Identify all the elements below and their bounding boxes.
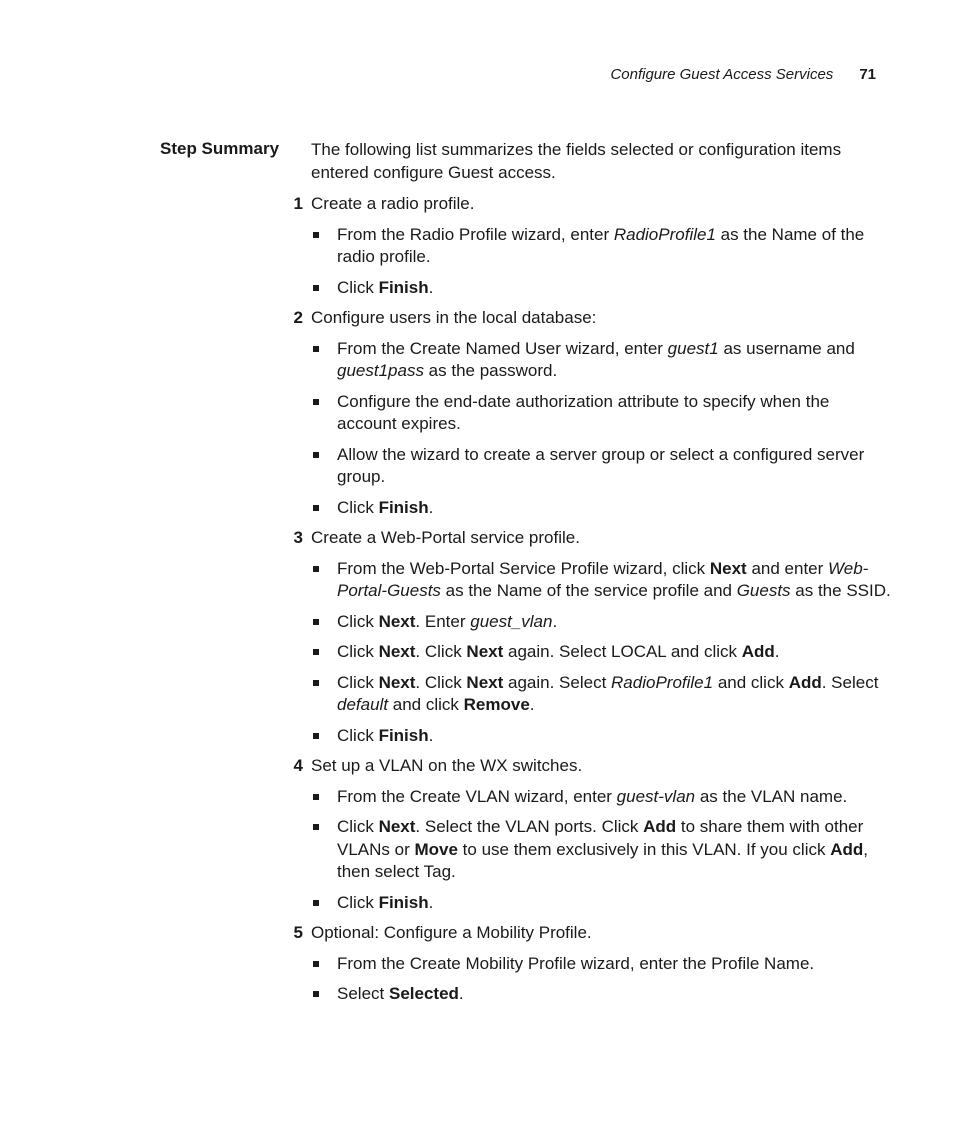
ui-term: Next	[378, 642, 416, 661]
step-number: 3	[293, 528, 303, 547]
text-run: From the Radio Profile wizard, enter	[337, 224, 614, 244]
section-label: Step Summary	[160, 139, 280, 158]
text-run: as the password.	[423, 361, 558, 380]
ui-term: Next	[378, 817, 416, 836]
step-summary-content	[293, 139, 891, 1014]
text-run: .	[428, 277, 434, 297]
text-run: From the Create Named User wizard, enter	[337, 338, 668, 358]
ui-term: Finish	[378, 497, 429, 517]
text-run: and enter	[746, 558, 828, 578]
ui-term: Add	[830, 839, 864, 859]
value-term: guest_vlan	[470, 611, 553, 631]
step-5	[293, 922, 891, 1006]
bullet-item	[337, 953, 891, 976]
text-run: to share them with other VLANs or	[337, 817, 864, 859]
value-term: guest-vlan	[616, 786, 696, 806]
text-run: .	[428, 892, 434, 912]
text-run: . Select the VLAN ports. Click	[415, 817, 644, 836]
intro-paragraph: The following list summarizes the fields selected or configuration items entered configure Guest access.	[311, 140, 842, 182]
text-run: as the Name of the service profile and	[440, 581, 737, 600]
step-4	[293, 755, 891, 914]
steps-list	[293, 193, 891, 1006]
step-text: Create a radio profile.	[311, 194, 475, 213]
text-run: Configure the end-date authorization attribute to specify when the account expires.	[337, 391, 830, 433]
text-run: to use them exclusively in this VLAN. If you click	[457, 839, 831, 859]
ui-term: Finish	[378, 892, 429, 912]
text-run: , then select Tag.	[337, 839, 868, 881]
text-run: .	[428, 725, 434, 745]
text-run: Click	[337, 672, 379, 692]
bullet-list	[311, 953, 891, 1006]
ui-term: Add	[643, 817, 677, 836]
text-run: . Enter	[415, 611, 471, 631]
value-term: guest1pass	[337, 361, 424, 380]
text-run: as username and	[718, 338, 855, 358]
page-number: 71	[859, 66, 876, 83]
text-run: Click	[337, 817, 379, 836]
text-run: Click	[337, 611, 379, 631]
text-run: as the Name of the radio profile.	[337, 224, 865, 266]
text-run: From the Web-Portal Service Profile wizard, click	[337, 558, 710, 578]
step-text: Optional: Configure a Mobility Profile.	[311, 923, 592, 942]
value-term: guest1	[667, 338, 719, 358]
text-run: .	[529, 695, 535, 714]
value-term: RadioProfile1	[611, 672, 714, 692]
text-run: and click	[713, 672, 789, 692]
step-3	[293, 527, 891, 747]
text-run: Click	[337, 892, 379, 912]
bullet-item	[337, 224, 891, 269]
bullet-item	[337, 444, 891, 489]
ui-term: Next	[466, 672, 504, 692]
step-number: 5	[293, 923, 303, 942]
text-run: again. Select LOCAL and click	[503, 642, 742, 661]
text-run: Click	[337, 497, 379, 517]
bullet-list	[311, 786, 891, 915]
bullet-item	[337, 277, 891, 300]
text-run: again. Select	[503, 672, 612, 692]
ui-term: Add	[741, 642, 775, 661]
text-run: Click	[337, 642, 379, 661]
text-run: Select	[337, 984, 389, 1003]
ui-term: Finish	[378, 277, 429, 297]
value-term: Guests	[736, 581, 791, 600]
ui-term: Next	[709, 558, 747, 578]
bullet-list	[311, 224, 891, 300]
ui-term: Next	[378, 611, 416, 631]
step-text: Create a Web-Portal service profile.	[311, 528, 580, 547]
text-run: as the VLAN name.	[695, 786, 848, 806]
text-run: From the Create Mobility Profile wizard, enter the Profile Name.	[337, 953, 815, 973]
ui-term: Finish	[378, 725, 429, 745]
value-term: Web-Portal-Guests	[337, 558, 869, 600]
bullet-item	[337, 672, 891, 717]
text-run: as the SSID.	[790, 581, 891, 600]
text-run: . Click	[415, 642, 467, 661]
bullet-item	[337, 611, 891, 634]
ui-term: Add	[788, 672, 822, 692]
text-run: and click	[388, 695, 464, 714]
step-number: 4	[293, 756, 303, 775]
bullet-item	[337, 558, 891, 603]
running-header	[610, 66, 876, 83]
ui-term: Next	[378, 672, 416, 692]
text-run: From the Create VLAN wizard, enter	[337, 786, 617, 806]
bullet-item	[337, 983, 891, 1006]
text-run: Click	[337, 725, 379, 745]
text-run: Click	[337, 277, 379, 297]
ui-term: Selected	[388, 984, 459, 1003]
bullet-item	[337, 816, 891, 884]
step-1	[293, 193, 891, 299]
text-run: .	[774, 642, 780, 661]
text-run: Allow the wizard to create a server group or select a configured server group.	[337, 444, 865, 486]
text-run: .	[458, 984, 464, 1003]
running-header-title: Configure Guest Access Services	[610, 66, 834, 83]
step-2	[293, 307, 891, 519]
bullet-item	[337, 338, 891, 383]
value-term: default	[337, 695, 389, 714]
text-run: . Click	[415, 672, 467, 692]
bullet-list	[311, 558, 891, 748]
bullet-item	[337, 725, 891, 748]
bullet-item	[337, 786, 891, 809]
text-run: .	[552, 611, 558, 631]
text-run: . Select	[821, 672, 879, 692]
bullet-list	[311, 338, 891, 520]
ui-term: Move	[414, 839, 458, 859]
value-term: RadioProfile1	[613, 224, 716, 244]
ui-term: Next	[466, 642, 504, 661]
step-number: 1	[293, 194, 303, 213]
text-run: .	[428, 497, 434, 517]
bullet-item	[337, 497, 891, 520]
bullet-item	[337, 892, 891, 915]
step-number: 2	[293, 308, 303, 327]
bullet-item	[337, 391, 891, 436]
step-text: Set up a VLAN on the WX switches.	[311, 756, 583, 775]
bullet-item	[337, 641, 891, 664]
step-text: Configure users in the local database:	[311, 308, 597, 327]
ui-term: Remove	[463, 695, 530, 714]
